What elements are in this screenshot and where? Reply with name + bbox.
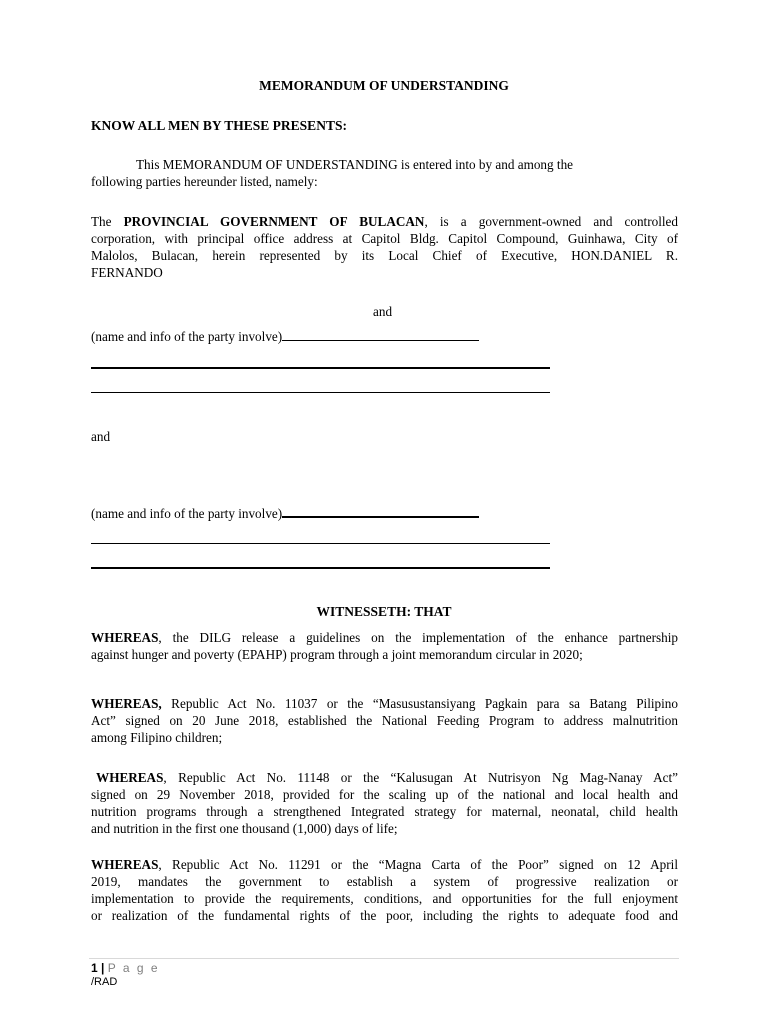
whereas-3-line-4: and nutrition in the first one thousand (1,000) days of life; <box>91 821 398 836</box>
party2-blank-line-1 <box>91 367 550 369</box>
whereas-2-line-2: Act” signed on 20 June 2018, established the National Feeding Program to address malnutrition <box>91 713 678 728</box>
whereas-1-line-1: WHEREAS, the DILG release a guidelines on the implementation of the enhance partnership <box>91 630 678 645</box>
whereas-2-line-3: among Filipino children; <box>91 730 223 745</box>
party2-fill-line <box>282 328 479 341</box>
party3-placeholder: (name and info of the party involve) <box>91 504 479 522</box>
page-footer: 1 | P a g e <box>91 961 160 975</box>
intro-line-1: This MEMORANDUM OF UNDERSTANDING is entered into by and among the <box>136 157 574 172</box>
party1-line-1: The PROVINCIAL GOVERNMENT OF BULACAN, is a government-owned and controlled <box>91 214 678 229</box>
party1-line-4: FERNANDO <box>91 265 163 280</box>
whereas-3-line-1: WHEREAS, Republic Act No. 11148 or the “Kalusugan At Nutrisyon Ng Mag-Nanay Act” <box>96 770 678 785</box>
party3-blank-line-2 <box>91 567 550 569</box>
party3-blank-line-1 <box>91 543 550 544</box>
witnesseth-heading: WITNESSETH: THAT <box>316 604 452 619</box>
whereas-3-line-3: nutrition programs through a strengthened Integrated strategy for maternal, neonatal, child health <box>91 804 678 819</box>
party1-line-3: Malolos, Bulacan, herein represented by its Local Chief of Executive, HON.DANIEL R. <box>91 248 678 263</box>
whereas-4-line-2: 2019, mandates the government to establish a system of progressive realization or <box>91 874 678 889</box>
page-number: 1 <box>91 961 98 975</box>
document-title: MEMORANDUM OF UNDERSTANDING <box>259 78 509 93</box>
intro-line-2: following parties hereunder listed, namely: <box>91 174 318 189</box>
and-separator-1: and <box>373 304 393 319</box>
party1-line-2: corporation, with principal office address at Capitol Bldg. Capitol Compound, Guinhawa, City of <box>91 231 678 246</box>
party3-fill-line <box>282 504 479 518</box>
whereas-1-line-2: against hunger and poverty (EPAHP) program through a joint memorandum circular in 2020; <box>91 647 583 662</box>
whereas-2-line-1: WHEREAS, Republic Act No. 11037 or the “Masusustansiyang Pagkain para sa Batang Pilipino <box>91 696 678 711</box>
whereas-4-line-1: WHEREAS, Republic Act No. 11291 or the “Magna Carta of the Poor” signed on 12 April <box>91 857 678 872</box>
page-label: P a g e <box>107 961 160 975</box>
footer-code: /RAD <box>91 976 118 988</box>
whereas-3-line-2: signed on 29 November 2018, provided for the scaling up of the national and local health and <box>91 787 678 802</box>
party1-name: PROVINCIAL GOVERNMENT OF BULACAN <box>123 214 425 229</box>
party2-blank-line-2 <box>91 392 550 393</box>
party2-placeholder: (name and info of the party involve) <box>91 328 479 345</box>
whereas-4-line-3: implementation to provide the requirements, conditions, and opportunities for the full enjoyment <box>91 891 678 906</box>
whereas-4-line-4: or realization of the fundamental rights of the poor, including the rights to adequate food and <box>91 908 678 923</box>
know-all-heading: KNOW ALL MEN BY THESE PRESENTS: <box>91 118 347 133</box>
and-separator-2: and <box>91 429 111 444</box>
footer-divider <box>89 958 679 959</box>
